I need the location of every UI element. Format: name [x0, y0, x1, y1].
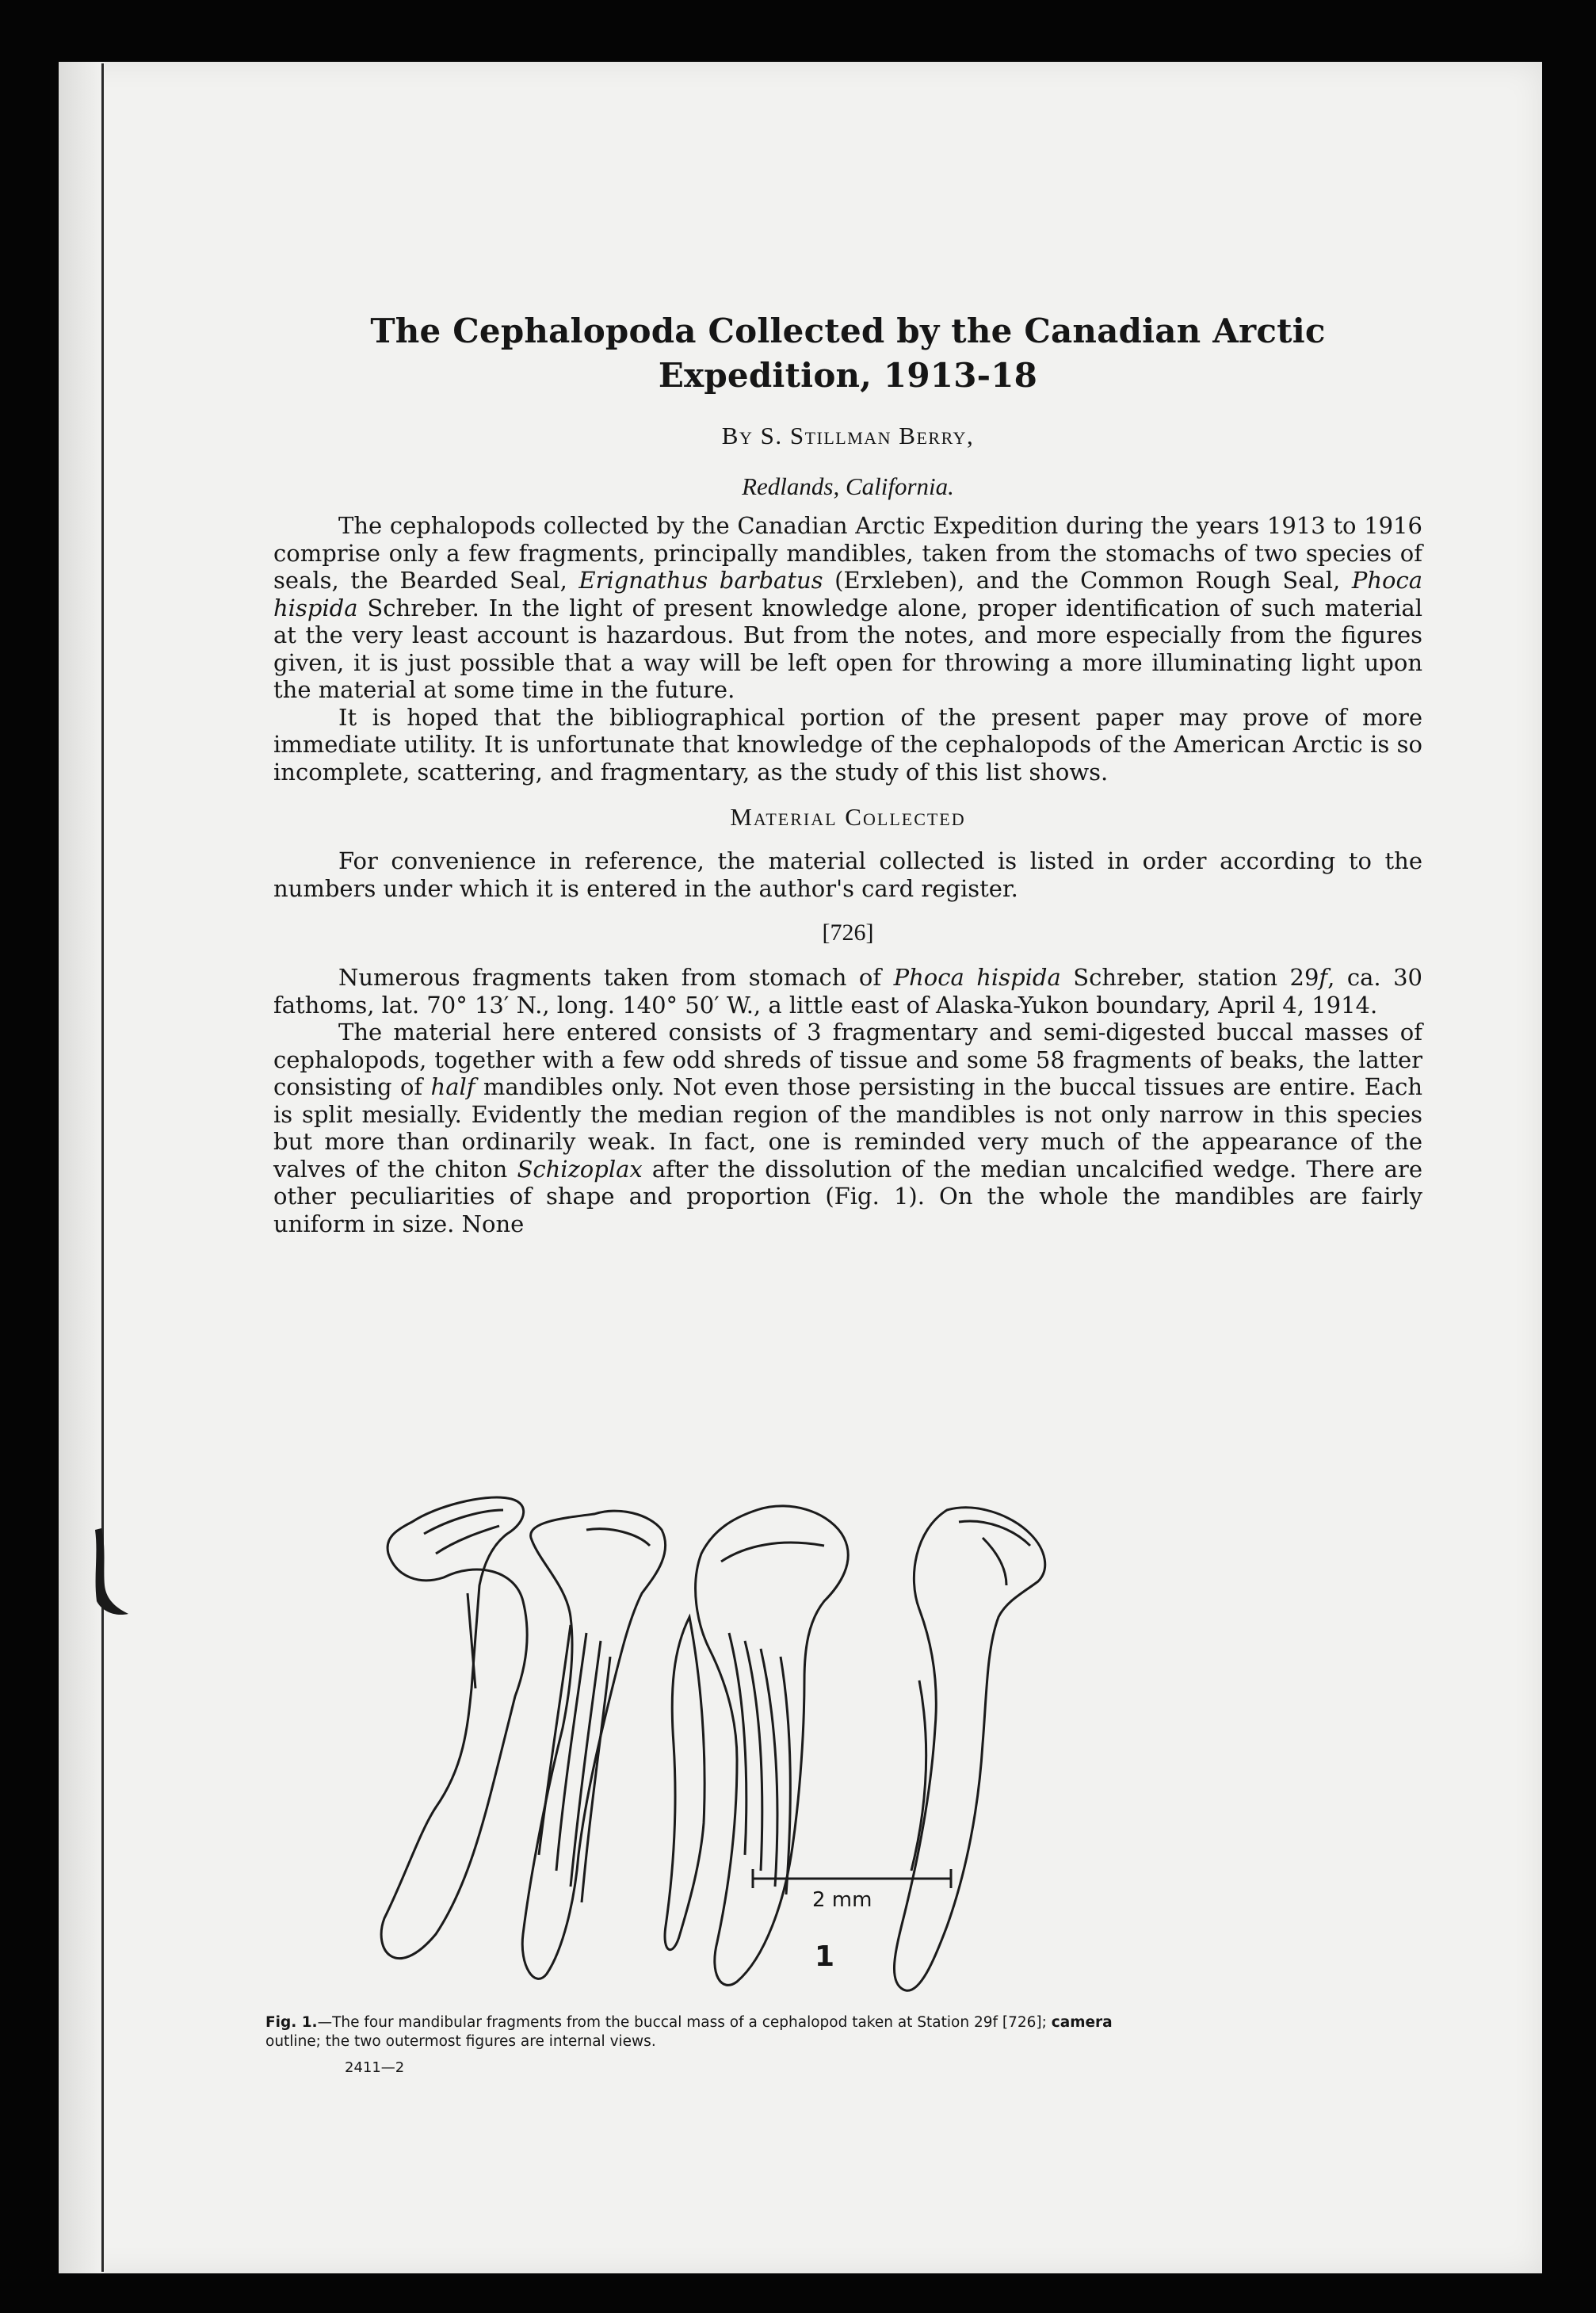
- italic-term: Phoca hispida: [893, 964, 1061, 991]
- figure-mandibles: [349, 1490, 1411, 2005]
- mandible-fragment-1: [381, 1497, 527, 1959]
- text-run: Schreber, station 29: [1060, 964, 1319, 991]
- italic-term: f: [1319, 964, 1328, 991]
- paragraph-station: [273, 964, 1422, 1019]
- paragraph-convenience: [273, 847, 1422, 902]
- text-run: (Erxleben), and the Common Rough Seal,: [823, 567, 1352, 594]
- caption-tail: camera: [1051, 2014, 1113, 2031]
- paragraph-intro: [273, 512, 1422, 704]
- section-heading: Material Collected: [730, 803, 966, 831]
- binding-edge: [101, 63, 104, 2272]
- title-line-2: Expedition, 1913-18: [658, 356, 1038, 395]
- text-run: Schreber. In the light of present knowledge alone, proper identification of such material at the very least account is hazardous. But from the notes, and more especially from the figures given, it is just possible that a way will be left open for throwing a more illuminating light upon the material at some time in the future.: [273, 594, 1422, 703]
- caption-line-2: outline; the two outermost figures are internal views.: [265, 2033, 656, 2050]
- title-line-1: The Cephalopoda Collected by the Canadian Arctic: [370, 312, 1326, 350]
- italic-term: Phoca hispida: [273, 567, 1422, 621]
- text-run: Numerous fragments taken from stomach of: [338, 964, 894, 991]
- scale-label: 2 mm: [812, 1888, 872, 1912]
- figure-number: 1: [815, 1940, 835, 1973]
- article-title: [273, 309, 1422, 398]
- italic-term: Schizoplax: [517, 1155, 643, 1183]
- italic-term: Erignathus barbatus: [578, 567, 823, 594]
- caption-body: —The four mandibular fragments from the buccal mass of a cephalopod taken at Station 29f [726];: [317, 2014, 1052, 2031]
- article-body: [273, 309, 1422, 1237]
- text-run: It is hoped that the bibliographical portion of the present paper may prove of more immediate utility. It is unfortunate that knowledge of the cephalopods of the American Arctic is so incomplete, scattering, and fragmentary, as the study of this list shows.: [273, 703, 1422, 786]
- text-run: after the dissolution of the median uncalcified wedge. There are other peculiarities of shape and proportion (Fig. 1). On the whole the mandibles are fairly uniform in size. None: [273, 1155, 1422, 1237]
- text-run: mandibles only. Not even those persisting in the buccal tissues are entire. Each is split mesially. Evidently the median region of the mandibles is not only narrow in this species but more than ordinarily weak. In fact, one is reminded very much of the appearance of the valves of the chiton: [273, 1073, 1423, 1183]
- author-location: Redlands, California.: [742, 472, 954, 500]
- text-run: The cephalopods collected by the Canadian Arctic Expedition during the years 1913 to 1916 comprise only a few fragments, principally mandibles, taken from the stomachs of two species of seals, the Bearded Seal,: [273, 512, 1422, 594]
- figure-caption: [265, 2013, 1391, 2051]
- text-run: The material here entered consists of 3 fragmentary and semi-digested buccal masses of cephalopods, together with a few odd shreds of tissue and some 58 fragments of beaks, the latter consisting of: [273, 1019, 1422, 1100]
- ink-blot-mark: [87, 1522, 135, 1625]
- print-code: 2411—2: [345, 2059, 405, 2076]
- author-byline: By S. Stillman Berry,: [721, 422, 975, 449]
- register-entry-number: [726]: [822, 919, 874, 946]
- mandible-drawings: [349, 1490, 1411, 2005]
- caption-lead: Fig. 1.: [265, 2014, 318, 2031]
- paragraph-material: [273, 1019, 1422, 1237]
- text-run: For convenience in reference, the material collected is listed in order according to the numbers under which it is entered in the author's card register.: [273, 847, 1422, 902]
- scale-bar: [753, 1869, 951, 1888]
- mandible-fragment-3: [665, 1506, 848, 1986]
- text-run: , ca. 30 fathoms, lat. 70° 13′ N., long. 140° 50′ W., a little east of Alaska-Yukon boundary, April 4, 1914.: [273, 964, 1422, 1019]
- mandible-fragment-4: [894, 1508, 1044, 1990]
- mandible-fragment-2: [522, 1511, 665, 1978]
- binding-shadow: [59, 62, 105, 2273]
- italic-term: half: [430, 1073, 475, 1100]
- paragraph-bibliography: [273, 704, 1422, 786]
